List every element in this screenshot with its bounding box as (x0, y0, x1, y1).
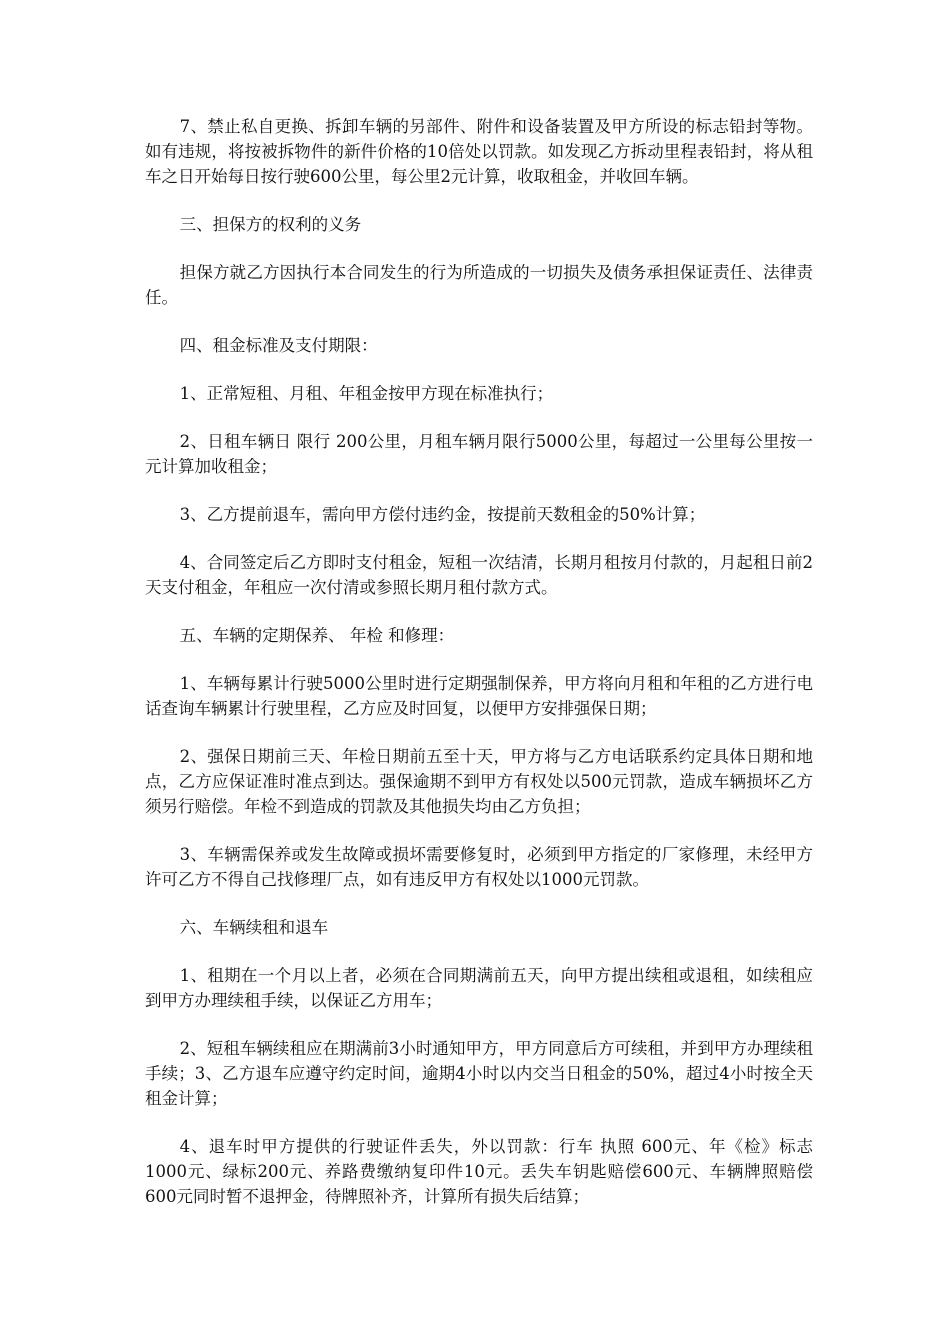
rent-clause-3: 3、乙方提前退车，需向甲方偿付违约金，按提前天数租金的50%计算； (179, 505, 706, 524)
section-6-heading: 六、车辆续租和退车 (179, 918, 329, 937)
rent-clause-2: 2、日租车辆日 限行 200公里，月租车辆月限行5000公里，每超过一公里每公里按一元计算加收租金； (145, 432, 813, 476)
section-4-heading: 四、租金标准及支付期限： (179, 336, 378, 355)
rent-clause-1: 1、正常短租、月租、年租金按甲方现在标准执行； (179, 384, 554, 403)
maintenance-clause-3: 3、车辆需保养或发生故障或损坏需要修复时，必须到甲方指定的厂家修理，未经甲方许可乙方不得自己找修理厂点，如有违反甲方有权处以1000元罚款。 (145, 845, 813, 889)
renewal-clause-1: 1、租期在一个月以上者，必须在合同期满前五天，向甲方提出续租或退租，如续租应到甲方办理续租手续，以保证乙方用车； (145, 966, 813, 1010)
clause-7-paragraph: 7、禁止私自更换、拆卸车辆的另部件、附件和设备装置及甲方所设的标志铅封等物。如有违规，将按被拆物件的新件价格的10倍处以罚款。如发现乙方拆动里程表铅封，将从租车之日开始每日按行驶600公里，每公里2元计算，收取租金，并收回车辆。 (145, 117, 813, 186)
renewal-clause-4: 4、退车时甲方提供的行驶证件丢失，外以罚款：行车 执照 600元、年《检》标志1000元、绿标200元、养路费缴纳复印件10元。丢失车钥匙赔偿600元、车辆牌照赔偿600元同时暂不退押金，待牌照补齐，计算所有损失后结算； (145, 1137, 813, 1206)
maintenance-clause-1: 1、车辆每累计行驶5000公里时进行定期强制保养，甲方将向月租和年租的乙方进行电话查询车辆累计行驶里程，乙方应及时回复，以便甲方安排强保日期； (145, 674, 813, 718)
section-3-heading: 三、担保方的权利的义务 (179, 215, 362, 234)
maintenance-clause-2: 2、强保日期前三天、年检日期前五至十天，甲方将与乙方电话联系约定具体日期和地点，乙方应保证准时准点到达。强保逾期不到甲方有权处以500元罚款，造成车辆损坏乙方须另行赔偿。年检不到造成的罚款及其他损失均由乙方负担； (145, 747, 813, 816)
rent-clause-4: 4、合同签定后乙方即时支付租金，短租一次结清，长期月租按月付款的，月起租日前2天支付租金，年租应一次付清或参照长期月租付款方式。 (145, 553, 813, 597)
document-body (145, 114, 813, 1232)
section-5-heading: 五、车辆的定期保养、 年检 和修理： (179, 626, 455, 645)
guarantor-paragraph: 担保方就乙方因执行本合同发生的行为所造成的一切损失及债务承担保证责任、法律责任。 (145, 263, 813, 307)
renewal-clause-2: 2、短租车辆续租应在期满前3小时通知甲方，甲方同意后方可续租，并到甲方办理续租手续；3、乙方退车应遵守约定时间，逾期4小时以内交当日租金的50%，超过4小时按全天租金计算； (145, 1039, 813, 1108)
